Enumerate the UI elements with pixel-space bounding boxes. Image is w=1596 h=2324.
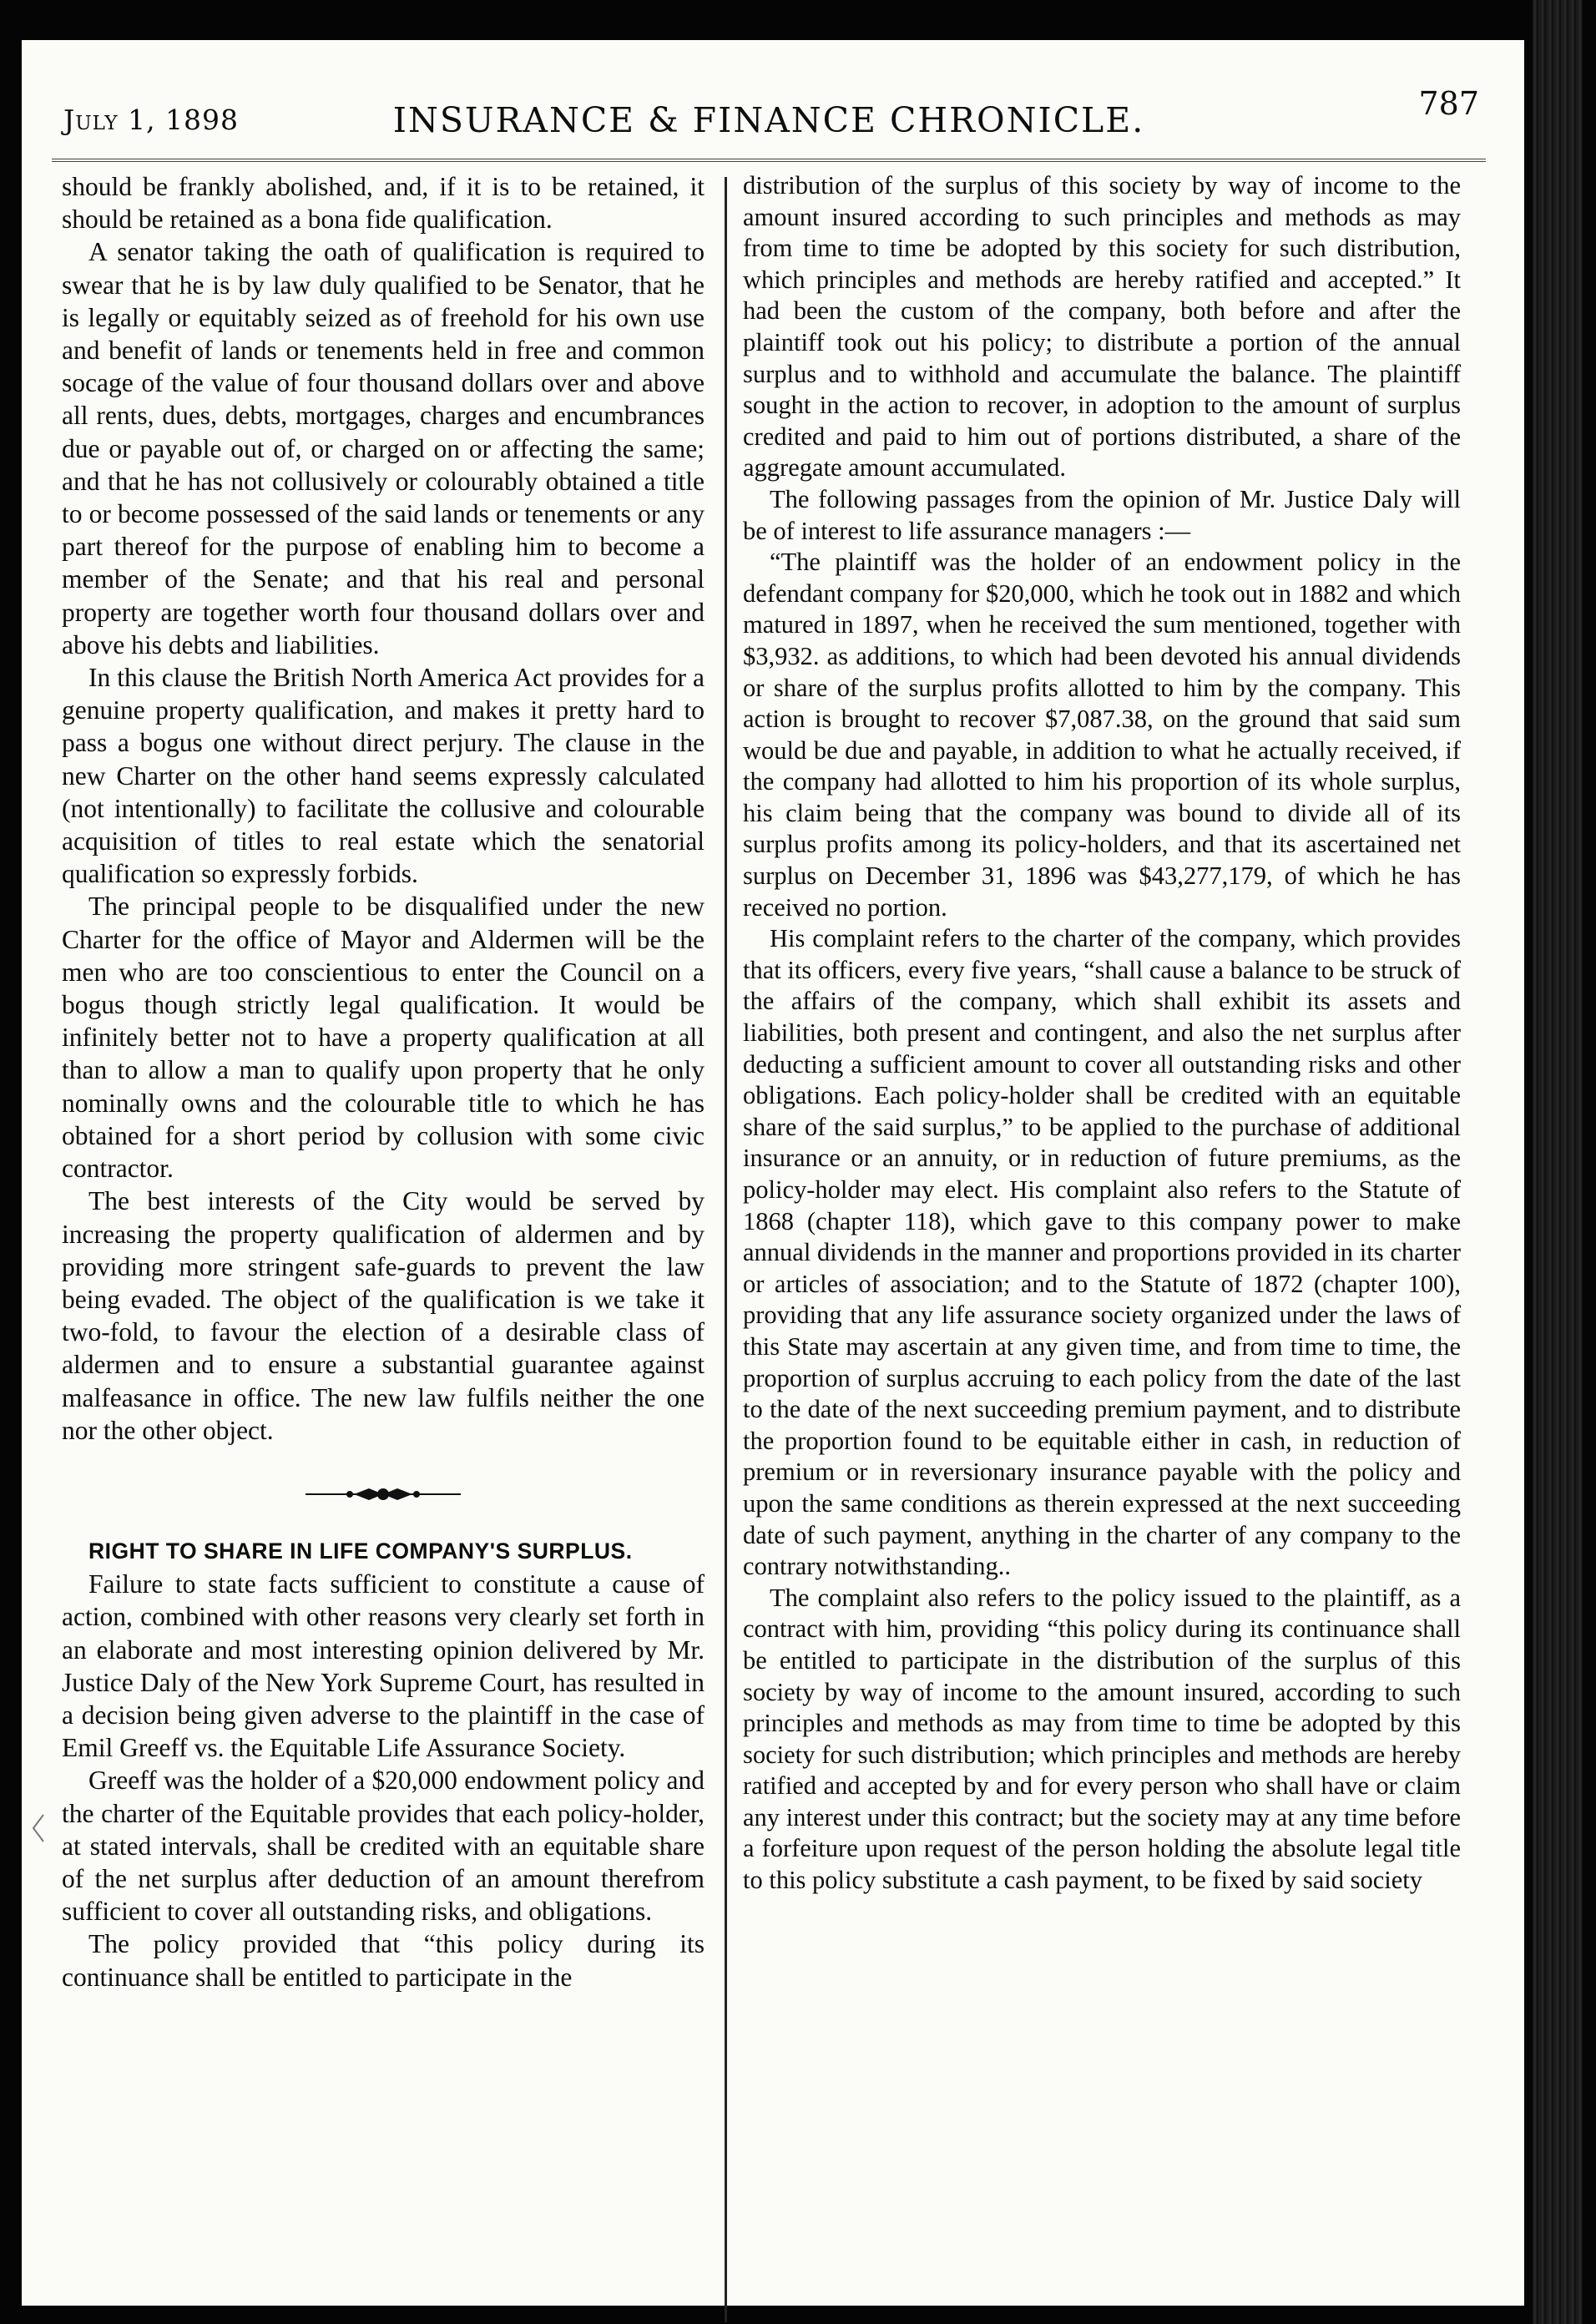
publication-title: INSURANCE & FINANCE CHRONICLE. (392, 100, 1145, 140)
paragraph: The best interests of the City would be served by increasing the property qualification of aldermen and by providing more stringent safe-guards to prevent the law being evaded. The object of the qualification is we take it two-fold, to favour the election of a desirable class of aldermen and to ensure a substantial guarantee against malfeasance in office. The new law fulfils neither the one nor the other object. (62, 1186, 705, 1445)
column-rule (725, 177, 727, 2322)
section-heading: RIGHT TO SHARE IN LIFE COMPANY'S SURPLUS. (88, 1538, 633, 1564)
paragraph: The following passages from the opinion of Mr. Justice Daly will be of interest to life assurance managers :— (743, 484, 1461, 545)
paragraph: The complaint also refers to the policy issued to the plaintiff, as a contract with him, providing “this policy during its continuance shall be entitled to participate in the distribution of the surplus of this society by way of income to the amount insured, according to such principles and methods as may from time to time be adopted by this society for such distribution; which principles and methods are hereby ratified and accepted by and for every person who shall have or claim any interest under this contract; but the society may at any time before a forfeiture upon request of the person holding the absolute legal title to this policy substitute a cash payment, to be fixed by said society (743, 1583, 1461, 1895)
issue-date: July 1, 1898 (63, 104, 240, 136)
newspaper-page (22, 40, 1524, 2306)
margin-mark-icon (28, 1811, 47, 1845)
paragraph: distribution of the surplus of this society by way of income to the amount insured according to such principles and methods as may from time to time be adopted by this society for such distribution, which principles and methods are hereby ratified and accepted.” It had been the custom of the company, both before and after the plaintiff took out his policy; to distribute a portion of the annual surplus and to withhold and accumulate the balance. The plaintiff sought in the action to recover, in adoption to the amount of surplus credited and paid to him out of portions distributed, a share of the aggregate amount accumulated. (743, 171, 1461, 482)
paragraph: Failure to state facts sufficient to constitute a cause of action, combined with other reasons very clearly set forth in an elaborate and most interesting opinion delivered by Mr. Justice Daly of the New York Supreme Court, has resulted in a decision being given adverse to the plaintiff in the case of Emil Greeff vs. the Equitable Life Assurance Society. (62, 1569, 705, 1763)
paragraph: Greeff was the holder of a $20,000 endowment policy and the charter of the Equitable provides that each policy-holder, at stated intervals, shall be credited with an equitable share of the net surplus after deduction of an amount therefrom sufficient to cover all outstanding risks, and obligations. (62, 1766, 705, 1927)
paragraph: His complaint refers to the charter of the company, which provides that its officers, every five years, “shall cause a balance to be struck of the affairs of the company, which shall exhibit its assets and liabilities, both present and contingent, and also the net surplus after deducting a sufficient amount to cover all outstanding risks and other obligations. Each policy-holder shall be credited with an equitable share of the said surplus,” to be applied to the purchase of additional insurance or an annuity, or in reduction of future premiums, as the policy-holder may elect. His complaint also refers to the Statute of 1868 (chapter 118), which gave to this company power to make annual dividends in the manner and proportions provided in its charter or articles of association; and to the Statute of 1872 (chapter 100), providing that any life assurance society organized under the laws of this State may ascertain at any given time, and from time to time, the proportion of surplus accruing to each policy from the date of the last to the date of the next succeeding premium payment, and to distribute the proportion found to be equitable either in cash, in reduction of premium or in reversionary insurance payable with the policy and upon the same conditions as therein expressed at the next succeeding date of such payment, anything in the charter of any company to the contrary notwithstanding.. (743, 924, 1461, 1581)
paragraph: In this clause the British North America Act provides for a genuine property qualification, and makes it pretty hard to pass a bogus one without direct perjury. The clause in the new Charter on the other hand seems expressly calculated (not intentionally) to facilitate the collusive and colourable acquisition of titles to real estate which the senatorial qualification so expressly forbids. (62, 663, 705, 889)
left-column (62, 170, 705, 1993)
right-column (743, 170, 1461, 1897)
paragraph: should be frankly abolished, and, if it is to be retained, it should be retained as a bona fide qualification. (62, 172, 705, 235)
paragraph: A senator taking the oath of qualification is required to swear that he is by law duly qualified to be Senator, that he is legally or equitably seized as of freehold for his own use and benefit of lands or tenements held in free and common socage of the value of four thousand dollars over and above all rents, dues, debts, mortgages, charges and encumbrances due or payable out of, or charged on or affecting the same; and that he has not collusively or colourably obtained a title to or become possessed of the said lands or tenements or any part thereof for the purpose of enabling him to become a member of the Senate; and that his real and personal property are together worth four thousand dollars over and above his debts and liabilities. (62, 237, 705, 659)
paragraph: The principal people to be disqualified under the new Charter for the office of Mayor and Aldermen will be the men who are too conscientious to enter the Council on a bogus though strictly legal qualification. It would be infinitely better not to have a property qualification at all than to allow a man to qualify upon property that he only nominally owns and the colourable title to which he has obtained for a short period by collusion with some civic contractor. (62, 892, 705, 1184)
book-spine-edge (1533, 0, 1583, 2324)
page-number: 787 (1418, 85, 1479, 122)
paragraph: The policy provided that “this policy during its continuance shall be entitled to participate in the (62, 1929, 705, 1992)
page-header (52, 82, 1486, 162)
section-divider-ornament (304, 1483, 462, 1505)
paragraph: “The plaintiff was the holder of an endowment policy in the defendant company for $20,000, which he took out in 1882 and which matured in 1897, when he received the sum mentioned, together with $3,932. as additions, to which had been devoted his annual dividends or share of the surplus profits allotted to him by the company. This action is brought to recover $7,087.38, on the ground that said sum would be due and payable, in addition to what he actually received, if the company had allotted to him his proportion of its whole surplus, his claim being that the company was bound to divide all of its surplus profits among its policy-holders, and that its ascertained net surplus on December 31, 1896 was $43,277,179, of which he has received no portion. (743, 548, 1461, 922)
